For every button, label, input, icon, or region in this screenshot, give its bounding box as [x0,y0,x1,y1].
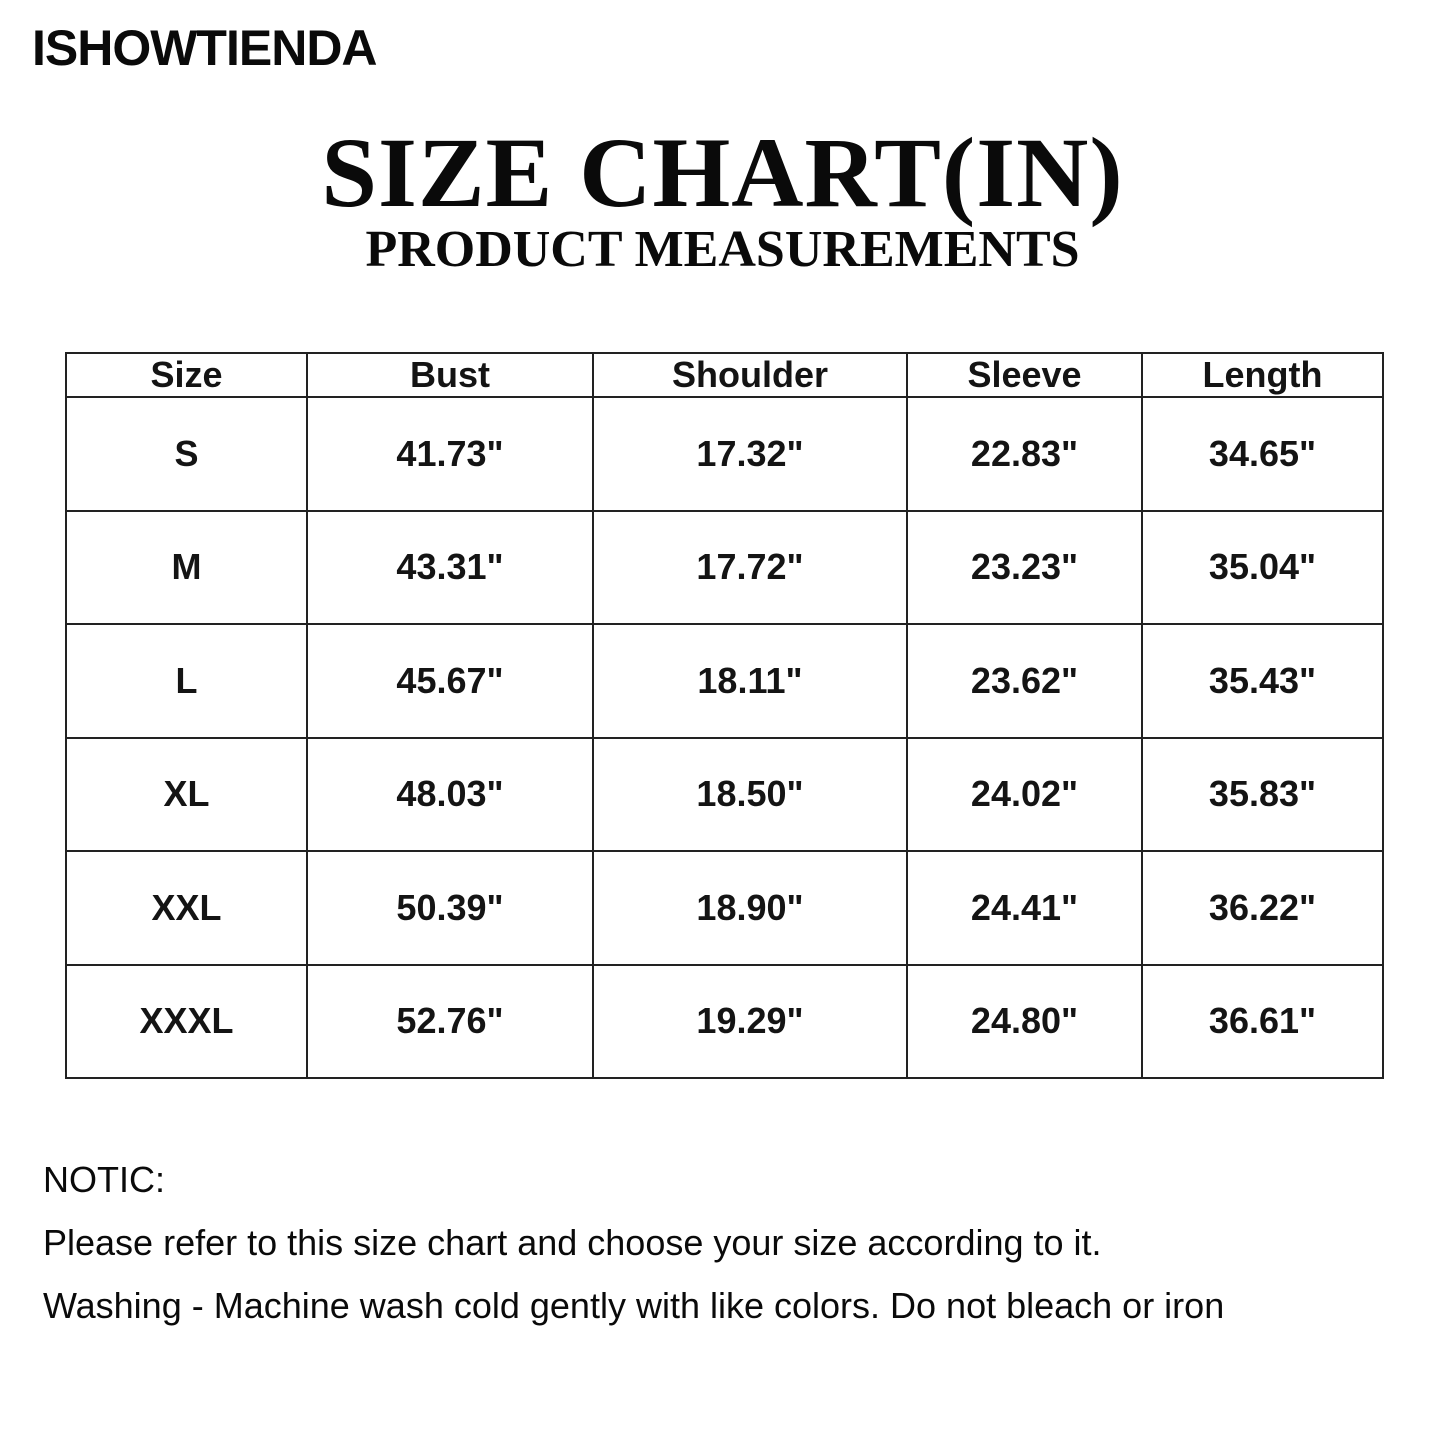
page-title: SIZE CHART(IN) [321,117,1124,228]
header-sleeve: Sleeve [907,353,1142,397]
cell-shoulder: 18.11" [593,624,907,738]
cell-sleeve: 23.23" [907,511,1142,625]
cell-length: 36.61" [1142,965,1383,1079]
cell-length: 35.04" [1142,511,1383,625]
cell-shoulder: 17.32" [593,397,907,511]
cell-bust: 45.67" [307,624,593,738]
cell-size: S [66,397,307,511]
cell-length: 34.65" [1142,397,1383,511]
cell-bust: 52.76" [307,965,593,1079]
size-chart-table [65,352,1384,1079]
cell-size: M [66,511,307,625]
brand-logo-text: ISHOWTIENDA [32,20,377,76]
cell-length: 35.83" [1142,738,1383,852]
cell-bust: 41.73" [307,397,593,511]
cell-size: XXXL [66,965,307,1079]
notice-line-washing: Washing - Machine wash cold gently with like colors. Do not bleach or iron [43,1285,1225,1326]
table-row [66,511,1383,625]
notice-block [43,1155,1224,1344]
cell-sleeve: 24.80" [907,965,1142,1079]
cell-sleeve: 22.83" [907,397,1142,511]
cell-shoulder: 18.90" [593,851,907,965]
cell-size: XL [66,738,307,852]
cell-bust: 50.39" [307,851,593,965]
notice-label: NOTIC: [43,1159,165,1200]
cell-shoulder: 17.72" [593,511,907,625]
cell-length: 36.22" [1142,851,1383,965]
table-header-row [66,353,1383,397]
table-row [66,738,1383,852]
header-length: Length [1142,353,1383,397]
cell-sleeve: 24.41" [907,851,1142,965]
cell-size: XXL [66,851,307,965]
cell-length: 35.43" [1142,624,1383,738]
header-size: Size [66,353,307,397]
header-shoulder: Shoulder [593,353,907,397]
page-subtitle: PRODUCT MEASUREMENTS [365,221,1080,278]
header-bust: Bust [307,353,593,397]
cell-bust: 43.31" [307,511,593,625]
cell-size: L [66,624,307,738]
cell-bust: 48.03" [307,738,593,852]
cell-sleeve: 23.62" [907,624,1142,738]
cell-shoulder: 18.50" [593,738,907,852]
table-row [66,624,1383,738]
cell-sleeve: 24.02" [907,738,1142,852]
table-row [66,965,1383,1079]
cell-shoulder: 19.29" [593,965,907,1079]
table-row [66,397,1383,511]
table-row [66,851,1383,965]
notice-line-size: Please refer to this size chart and choose your size according to it. [43,1222,1102,1263]
